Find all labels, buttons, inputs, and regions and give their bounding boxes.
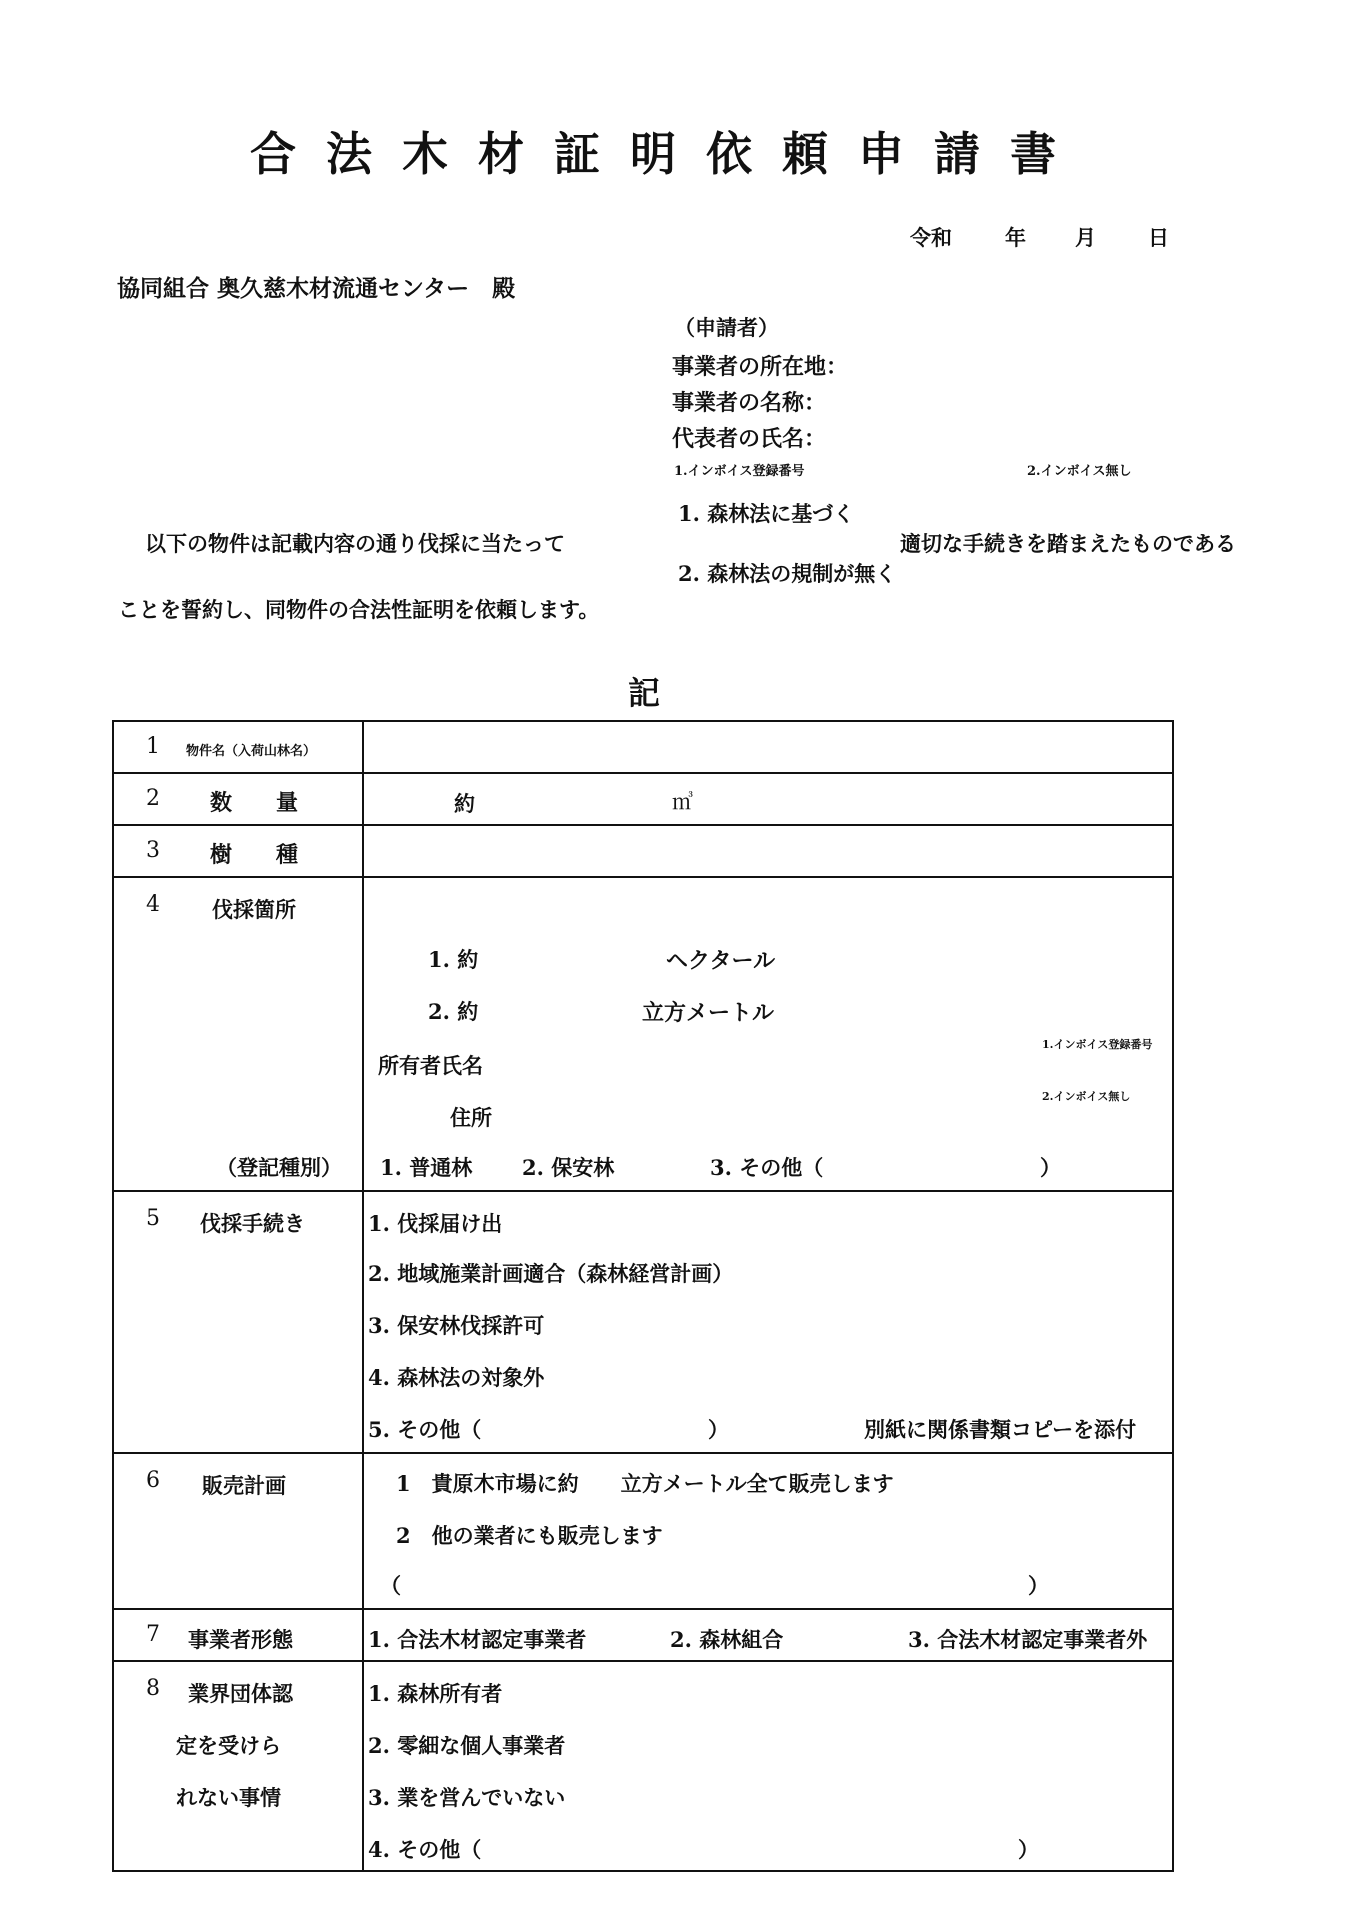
row-5-attachment-note: 別紙に関係書類コピーを添付 — [864, 1417, 1137, 1442]
row-4-registry-option-3: 3. その他（ — [710, 1155, 824, 1180]
pledge-text-line2: ことを誓約し、同物件の合法性証明を依頼します。 — [118, 597, 600, 622]
row-8-number: 8 — [146, 1676, 160, 1701]
row-5-option-2: 2. 地域施業計画適合（森林経営計画） — [368, 1261, 734, 1286]
addressee: 協同組合 奥久慈木材流通センター 殿 — [117, 275, 516, 302]
applicant-invoice-none: 2.インボイス無し — [1027, 464, 1132, 479]
row-2-label: 数 量 — [210, 790, 299, 816]
pledge-text-left: 以下の物件は記載内容の通り伐採に当たって — [145, 531, 565, 556]
applicant-location: 事業者の所在地： — [672, 354, 849, 380]
row-7-option-3: 3. 合法木材認定事業者外 — [908, 1627, 1148, 1652]
row-2-unit: ㎥ — [672, 790, 693, 814]
row-4-owner-label: 所有者氏名 — [378, 1053, 483, 1078]
date-year: 年 — [1005, 225, 1026, 250]
row-8-label-line-1: 業界団体認 — [188, 1681, 293, 1706]
table-line — [362, 720, 364, 1872]
table-line — [112, 720, 1174, 722]
row-6-paren-open: （ — [380, 1573, 401, 1598]
row-8-option-4-close: ） — [1018, 1837, 1039, 1862]
table-line — [112, 824, 1174, 826]
row-6-number: 6 — [146, 1468, 160, 1493]
row-6-option-1: 1 貴原木市場に約 立方メートル全て販売します — [396, 1471, 894, 1496]
applicant-label: （申請者） — [674, 315, 779, 340]
row-5-option-5: 5. その他（ — [368, 1417, 482, 1442]
row-4-invoice-none: 2.インボイス無し — [1042, 1090, 1131, 1103]
pledge-option-2: 2. 森林法の規制が無く — [678, 561, 897, 586]
ki-heading: 記 — [628, 674, 661, 712]
row-8-option-2: 2. 零細な個人事業者 — [368, 1733, 566, 1758]
table-line — [112, 1452, 1174, 1454]
table-line — [112, 1660, 1174, 1662]
row-4-registry-option-1: 1. 普通林 — [380, 1155, 473, 1180]
row-2-approx: 約 — [454, 791, 475, 816]
row-4-number: 4 — [146, 892, 160, 917]
row-6-label: 販売計画 — [202, 1473, 286, 1498]
row-4-area-2: 2. 約 — [428, 999, 479, 1024]
row-1-input-area[interactable] — [366, 724, 1168, 770]
row-4-label: 伐採箇所 — [212, 897, 296, 922]
row-5-option-5-close: ） — [708, 1417, 729, 1442]
date-day: 日 — [1148, 225, 1169, 250]
row-4-area-1-unit: ヘクタール — [666, 948, 776, 974]
row-4-area-2-unit: 立方メートル — [642, 1000, 775, 1026]
row-2-number: 2 — [146, 786, 160, 811]
row-7-option-1: 1. 合法木材認定事業者 — [368, 1627, 587, 1652]
table-line — [1172, 720, 1174, 1872]
table-line — [112, 1190, 1174, 1192]
row-4-invoice-registered: 1.インボイス登録番号 — [1042, 1038, 1153, 1051]
row-5-label: 伐採手続き — [200, 1211, 305, 1236]
row-8-option-4: 4. その他（ — [368, 1837, 482, 1862]
row-1-number: 1 — [146, 734, 160, 759]
row-5-option-3: 3. 保安林伐採許可 — [368, 1313, 545, 1338]
table-line — [112, 876, 1174, 878]
row-3-input-area[interactable] — [366, 828, 1168, 874]
row-7-label: 事業者形態 — [188, 1627, 293, 1652]
row-5-option-4: 4. 森林法の対象外 — [368, 1365, 545, 1390]
table-line — [112, 772, 1174, 774]
row-7-number: 7 — [146, 1622, 160, 1647]
row-6-option-2: 2 他の業者にも販売します — [396, 1523, 663, 1548]
row-5-option-1: 1. 伐採届け出 — [368, 1211, 503, 1236]
page-title: 合法木材証明依頼申請書 — [250, 127, 1086, 181]
date-month: 月 — [1075, 225, 1096, 250]
row-8-option-3: 3. 業を営んでいない — [368, 1785, 566, 1810]
row-5-number: 5 — [146, 1206, 160, 1231]
row-4-registry-option-2: 2. 保安林 — [522, 1155, 615, 1180]
row-1-label: 物件名（入荷山林名） — [186, 744, 317, 759]
table-line — [112, 1608, 1174, 1610]
row-4-registry-label: （登記種別） — [216, 1155, 342, 1180]
pledge-text-right: 適切な手続きを踏まえたものである — [900, 531, 1236, 556]
row-8-option-1: 1. 森林所有者 — [368, 1681, 503, 1706]
row-4-address-label: 住所 — [450, 1105, 492, 1130]
row-8-label-line-3: れない事情 — [176, 1785, 281, 1810]
row-6-paren-close: ） — [1028, 1573, 1049, 1598]
table-line — [112, 720, 114, 1872]
row-3-number: 3 — [146, 838, 160, 863]
row-4-registry-close: ） — [1040, 1155, 1061, 1180]
row-4-area-1: 1. 約 — [428, 947, 479, 972]
row-8-label-line-2: 定を受けら — [176, 1733, 281, 1758]
date-era: 令和 — [910, 225, 952, 250]
applicant-representative: 代表者の氏名： — [672, 426, 827, 452]
table-line — [112, 1870, 1174, 1872]
pledge-option-1: 1. 森林法に基づく — [678, 501, 855, 526]
row-7-option-2: 2. 森林組合 — [670, 1627, 784, 1652]
applicant-name: 事業者の名称： — [672, 390, 827, 416]
row-3-label: 樹 種 — [210, 842, 299, 868]
applicant-invoice-registered: 1.インボイス登録番号 — [674, 464, 805, 479]
